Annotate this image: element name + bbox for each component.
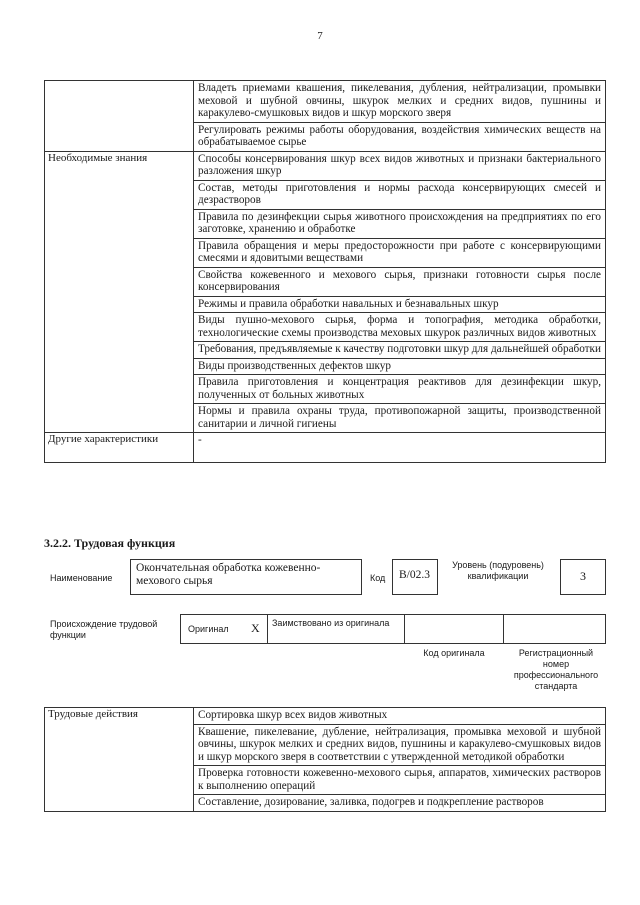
table-cell: Нормы и правила охраны труда, противопожарной защиты, производственной санитарии и личной гигиены xyxy=(194,404,606,433)
table-cell: Режимы и правила обработки навальных и безнавальных шкур xyxy=(194,296,606,313)
table-cell: Квашение, пикелевание, дубление, нейтрализация, промывка меховой и шубной овчины, шкурок мелких и средних видов, пушнины и каракулево-смушковых видов и шкур морского зверя в соответствии с утвержденной методикой обработки xyxy=(194,724,606,766)
row-label: Необходимые знания xyxy=(45,151,194,433)
table-cell: Проверка готовности кожевенно-мехового сырья, аппаратов, химических растворов к выполнению операций xyxy=(194,766,606,795)
table-cell: Виды производственных дефектов шкур xyxy=(194,358,606,375)
function-name-value: Окончательная обработка кожевенно-мехового сырья xyxy=(130,559,362,595)
table-cell: Способы консервирования шкур всех видов животных и признаки бактериального разложения шкур xyxy=(194,151,606,180)
table-row xyxy=(45,151,606,180)
table-cell: Владеть приемами квашения, пикелевания, дубления, нейтрализации, промывки меховой и шубной овчины, шкурок мелких и средних видов, пушнины и каракулево-смушковых видов и шкур морского зверя xyxy=(194,81,606,123)
table-cell: Правила обращения и меры предосторожности при работе с консервирующими смесями и ядовитыми веществами xyxy=(194,238,606,267)
origin-label: Происхождение трудовой функции xyxy=(50,619,158,640)
level-label: Уровень (подуровень) квалификации xyxy=(452,560,544,581)
original-mark: X xyxy=(251,621,260,635)
original-code-box xyxy=(404,614,504,644)
original-code-caption: Код оригинала xyxy=(423,648,485,658)
table-cell: Состав, методы приготовления и нормы расхода консервирующих смесей и дезрастворов xyxy=(194,180,606,209)
registration-number-box xyxy=(503,614,606,644)
table-cell: Сортировка шкур всех видов животных xyxy=(194,708,606,725)
row-label: Трудовые действия xyxy=(45,708,194,812)
function-code-value: B/02.3 xyxy=(392,559,438,595)
section-title: 3.2.2. Трудовая функция xyxy=(44,536,176,550)
table-cell: Требования, предъявляемые к качеству подготовки шкур для дальнейшей обработки xyxy=(194,342,606,359)
code-label: Код xyxy=(370,573,386,583)
table-cell: Правила по дезинфекции сырья животного происхождения на предприятиях по его заготовке, хранению и обработке xyxy=(194,209,606,238)
borrowed-label: Заимствовано из оригинала xyxy=(272,618,390,628)
table-row xyxy=(45,433,606,463)
labor-actions-table xyxy=(44,707,606,812)
registration-caption: Регистрационный номер профессионального стандарта xyxy=(513,648,599,691)
skills-knowledge-table xyxy=(44,80,606,463)
name-label: Наименование xyxy=(50,573,113,583)
table-cell: Свойства кожевенного и мехового сырья, признаки готовности сырья после консервирования xyxy=(194,267,606,296)
table-row xyxy=(45,81,606,123)
table-cell: Виды пушно-мехового сырья, форма и топография, методика обработки, технологические схемы производства меховых шкурок различных видов животных xyxy=(194,313,606,342)
page-number: 7 xyxy=(317,30,323,42)
table-row xyxy=(45,708,606,725)
table-cell: Составление, дозирование, заливка, подогрев и подкрепление растворов xyxy=(194,795,606,812)
borrowed-cell xyxy=(267,614,405,644)
level-value: 3 xyxy=(560,559,606,595)
row-label: Другие характеристики xyxy=(45,433,194,463)
table-cell: Правила приготовления и концентрация реактивов для дезинфекции шкур, полученных от больных животных xyxy=(194,375,606,404)
original-label: Оригинал xyxy=(188,624,229,634)
original-cell xyxy=(180,614,268,644)
row-label xyxy=(45,81,194,152)
table-cell: - xyxy=(194,433,606,463)
table-cell: Регулировать режимы работы оборудования, воздействия химических веществ на обрабатываемое сырье xyxy=(194,122,606,151)
